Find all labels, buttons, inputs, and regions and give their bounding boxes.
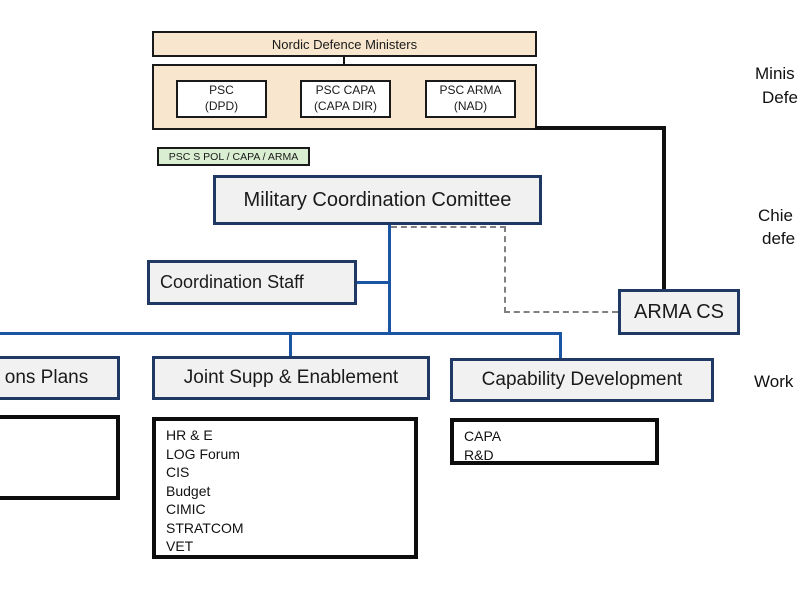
list-item: CIMIC xyxy=(166,501,206,517)
military-coordination-committee-box: Military Coordination Comittee xyxy=(213,175,542,225)
connector-psc-to-armacs-vertical xyxy=(662,126,666,291)
ops-plans-box: ons Plans xyxy=(0,356,120,400)
connector-committee-vertical xyxy=(388,225,391,334)
capability-sublist-box xyxy=(450,418,659,465)
connector-drop-joint-supp xyxy=(289,334,292,357)
coordination-staff-box: Coordination Staff xyxy=(147,260,357,305)
list-item: LOG Forum xyxy=(166,445,240,462)
band-label-chiefs-line2: defe xyxy=(762,229,796,248)
band-label-working-groups: Work xyxy=(754,372,794,391)
psc-dpd-line2: (DPD) xyxy=(204,99,239,113)
connector-drop-capability xyxy=(559,334,562,359)
psc-arma-line2: (NAD) xyxy=(453,99,488,113)
dashed-connector-v xyxy=(504,226,506,313)
capability-development-box: Capability Development xyxy=(450,358,714,402)
psc-dpd-line1: PSC xyxy=(209,83,234,98)
band-label-chiefs-line1: Chie xyxy=(758,206,793,225)
psc-arma-box xyxy=(425,80,516,118)
list-item: STRATCOM xyxy=(166,519,244,536)
list-item: CAPA xyxy=(464,428,502,444)
arma-cs-box: ARMA CS xyxy=(618,289,740,335)
psc-dpd-box xyxy=(176,80,267,118)
psc-capa-line2: (CAPA DIR) xyxy=(313,99,378,113)
psc-capa-box xyxy=(300,80,391,118)
list-item: R&D xyxy=(464,446,494,463)
psc-capa-line1: PSC CAPA xyxy=(315,83,376,98)
ops-plans-sublist-box xyxy=(0,415,120,500)
list-item: Budget xyxy=(166,482,211,499)
nordic-defence-ministers-box: Nordic Defence Ministers xyxy=(152,31,537,57)
band-label-ministers-line2: Defe xyxy=(762,88,798,107)
band-label-ministers-line1: Minis xyxy=(755,64,795,83)
connector-coordination-staff xyxy=(355,281,388,284)
list-item: HR & E xyxy=(166,427,213,443)
list-item: CIS xyxy=(166,464,190,480)
psc-spol-capa-arma-box: PSC S POL / CAPA / ARMA xyxy=(157,147,310,166)
dashed-connector-h1 xyxy=(391,226,506,228)
psc-arma-line1: PSC ARMA xyxy=(439,83,502,98)
dashed-connector-h2 xyxy=(504,311,618,313)
list-item: VET xyxy=(166,538,194,554)
joint-supp-enablement-box: Joint Supp & Enablement xyxy=(152,356,430,400)
joint-supp-sublist-box xyxy=(152,417,418,559)
connector-psc-to-armacs-horizontal xyxy=(535,126,666,130)
connector-trunk-horizontal xyxy=(0,332,562,335)
